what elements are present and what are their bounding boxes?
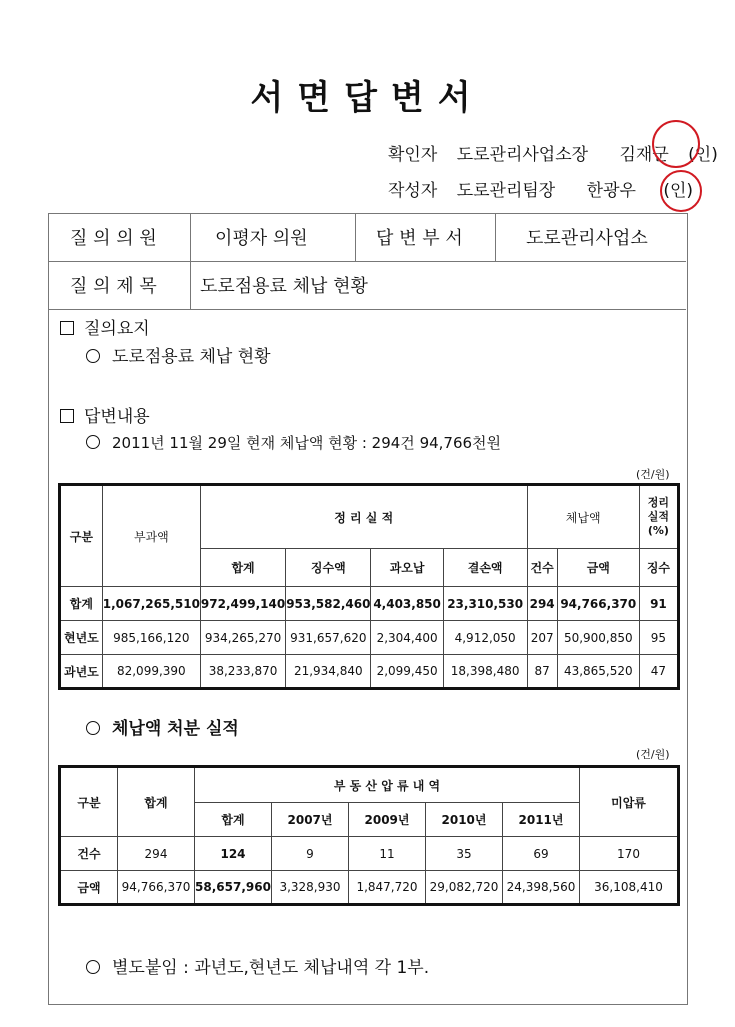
t1-cell: 82,099,390 <box>102 655 200 689</box>
t2-cell: 124 <box>195 837 272 871</box>
t1-cell: 207 <box>527 621 557 655</box>
table-row <box>60 837 679 871</box>
t2-cell: 11 <box>349 837 426 871</box>
circle-bullet-icon <box>86 960 100 974</box>
disposition-heading: 체납액 처분 실적 <box>86 714 239 739</box>
t2-row-label: 금액 <box>60 871 118 905</box>
t1-cell: 18,398,480 <box>443 655 527 689</box>
t1-cell: 2,304,400 <box>371 621 443 655</box>
question-subject-value: 도로점용료 체납 현황 <box>200 276 368 297</box>
t2-cell: 29,082,720 <box>426 871 503 905</box>
answer-heading: 답변내용 <box>60 402 150 427</box>
confirmer-dept: 도로관리사업소장 <box>456 145 589 165</box>
red-seal-stamp-2 <box>660 170 702 212</box>
header-divider-1 <box>190 213 191 309</box>
t1-sub-amount: 금액 <box>557 549 639 587</box>
t2-cell: 9 <box>272 837 349 871</box>
question-member-value: 이평자 의원 <box>215 228 308 249</box>
table2-unit: (건/원) <box>636 748 670 761</box>
t1-cell: 4,403,850 <box>371 587 443 621</box>
t2-header-total: 합계 <box>118 767 195 837</box>
t1-header-arrears: 체납액 <box>527 485 639 549</box>
t1-row-label: 과년도 <box>60 655 103 689</box>
summary-heading: 질의요지 <box>60 314 150 339</box>
t1-row-label: 현년도 <box>60 621 103 655</box>
t2-sub-2010: 2010년 <box>426 803 503 837</box>
disposition-table <box>58 765 680 906</box>
confirmer-seal: (인) <box>688 145 718 165</box>
table-row <box>60 621 679 655</box>
writer-name: 한광우 <box>586 181 636 201</box>
t1-sub-total: 합계 <box>200 549 285 587</box>
t2-sub-2009: 2009년 <box>349 803 426 837</box>
document-title: 서면답변서 <box>250 78 485 118</box>
header-divider-3 <box>495 213 496 261</box>
checkbox-square-icon <box>60 409 74 423</box>
t1-cell: 91 <box>639 587 678 621</box>
t2-cell: 69 <box>503 837 580 871</box>
t2-cell: 94,766,370 <box>118 871 195 905</box>
t1-cell: 94,766,370 <box>557 587 639 621</box>
t2-cell: 58,657,960 <box>195 871 272 905</box>
t2-cell: 3,328,930 <box>272 871 349 905</box>
t1-cell: 972,499,140 <box>200 587 285 621</box>
t1-cell: 47 <box>639 655 678 689</box>
t2-cell: 294 <box>118 837 195 871</box>
circle-bullet-icon <box>86 721 100 735</box>
confirmer-role: 확인자 <box>388 145 438 165</box>
t1-cell: 95 <box>639 621 678 655</box>
writer-role: 작성자 <box>388 181 438 201</box>
checkbox-square-icon <box>60 321 74 335</box>
t1-header-levied: 부과액 <box>102 485 200 587</box>
t1-header-rate: 정리 실적 (%) <box>639 485 678 549</box>
table1-unit: (건/원) <box>636 468 670 481</box>
answer-dept-label: 답 변 부 서 <box>376 228 463 249</box>
table-row <box>60 587 679 621</box>
t2-header-seizure: 부 동 산 압 류 내 역 <box>195 767 580 803</box>
t1-row-label: 합계 <box>60 587 103 621</box>
t1-cell: 4,912,050 <box>443 621 527 655</box>
question-subject-label: 질 의 제 목 <box>70 276 157 297</box>
t2-header-category: 구분 <box>60 767 118 837</box>
t2-sub-total: 합계 <box>195 803 272 837</box>
t1-sub-overpaid: 과오납 <box>371 549 443 587</box>
t1-cell: 985,166,120 <box>102 621 200 655</box>
header-divider-2 <box>355 213 356 261</box>
t1-cell: 934,265,270 <box>200 621 285 655</box>
t2-cell: 1,847,720 <box>349 871 426 905</box>
t1-cell: 1,067,265,510 <box>102 587 200 621</box>
circle-bullet-icon <box>86 349 100 363</box>
t1-cell: 953,582,460 <box>286 587 371 621</box>
t2-cell: 36,108,410 <box>580 871 679 905</box>
question-member-label: 질 의 의 원 <box>70 228 157 249</box>
t1-cell: 294 <box>527 587 557 621</box>
t2-cell: 170 <box>580 837 679 871</box>
arrears-status-table <box>58 483 680 690</box>
t2-cell: 35 <box>426 837 503 871</box>
attachment-note: 별도붙임 : 과년도,현년도 체납내역 각 1부. <box>86 953 429 978</box>
table-row <box>60 655 679 689</box>
confirmer-name: 김재군 <box>619 145 669 165</box>
t1-header-settled: 정 리 실 적 <box>200 485 527 549</box>
t1-cell: 931,657,620 <box>286 621 371 655</box>
t1-cell: 38,233,870 <box>200 655 285 689</box>
summary-item: 도로점용료 체납 현황 <box>86 342 271 367</box>
t1-cell: 87 <box>527 655 557 689</box>
table-row <box>60 871 679 905</box>
t2-sub-2011: 2011년 <box>503 803 580 837</box>
t1-cell: 23,310,530 <box>443 587 527 621</box>
t1-sub-count: 건수 <box>527 549 557 587</box>
writer-dept: 도로관리팀장 <box>456 181 556 201</box>
t1-cell: 43,865,520 <box>557 655 639 689</box>
t1-cell: 50,900,850 <box>557 621 639 655</box>
t2-row-label: 건수 <box>60 837 118 871</box>
answer-item: 2011년 11월 29일 현재 체납액 현황 : 294건 94,766천원 <box>86 432 501 453</box>
t2-header-unseized: 미압류 <box>580 767 679 837</box>
t1-sub-collected: 징수액 <box>286 549 371 587</box>
t2-cell: 24,398,560 <box>503 871 580 905</box>
t1-sub-collect-rate: 징수 <box>639 549 678 587</box>
t1-cell: 2,099,450 <box>371 655 443 689</box>
answer-dept-value: 도로관리사업소 <box>526 228 648 249</box>
red-seal-stamp-1 <box>652 120 700 168</box>
t1-header-category: 구분 <box>60 485 103 587</box>
circle-bullet-icon <box>86 435 100 449</box>
t1-cell: 21,934,840 <box>286 655 371 689</box>
t1-sub-written-off: 결손액 <box>443 549 527 587</box>
writer-seal: (인) <box>663 181 694 201</box>
writer-line <box>388 176 693 201</box>
t2-sub-2007: 2007년 <box>272 803 349 837</box>
